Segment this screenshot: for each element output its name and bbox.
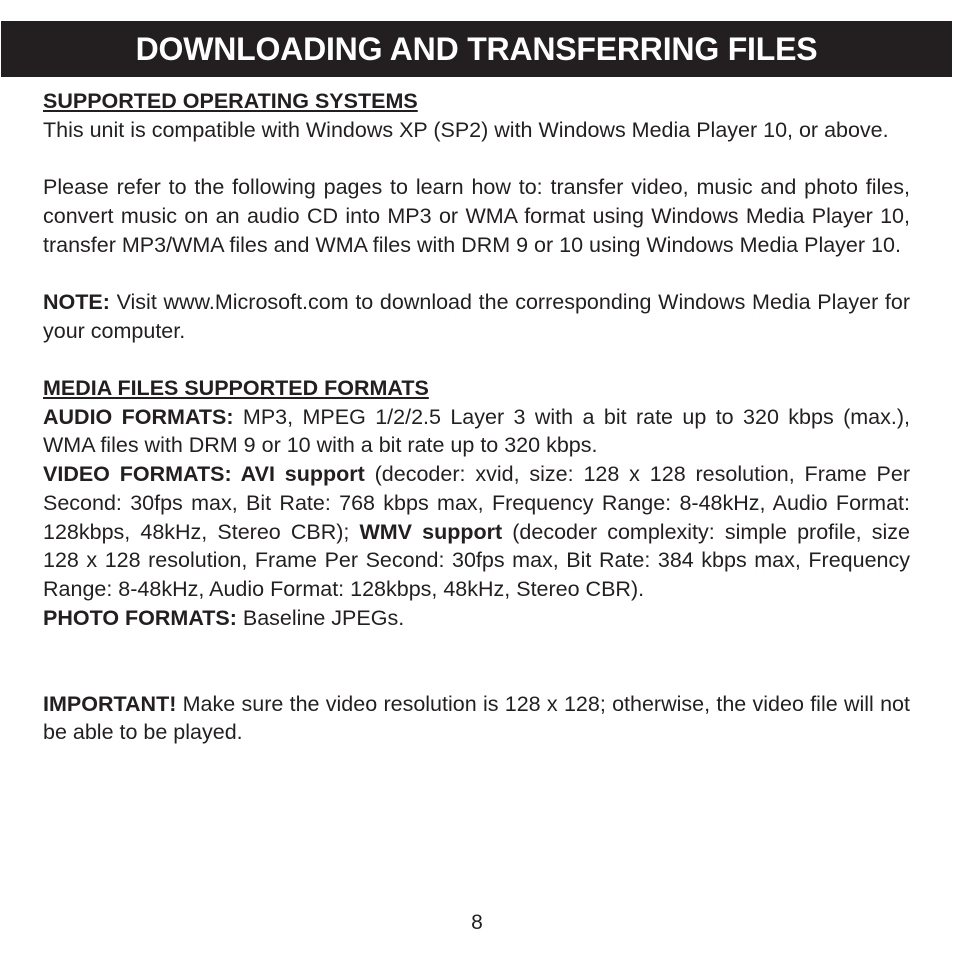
note-paragraph xyxy=(43,288,910,345)
page-title-bar xyxy=(1,21,952,77)
video-text-wmv: (decoder complexity: simple profile, size 128 x 128 resolution, Frame Per Second: 30fps max, Bit Rate: 384 kbps max, Frequency Range: 8-48kHz, Audio Format: 128kbps, 48kHz, Stereo CBR). xyxy=(43,519,910,601)
important-label: IMPORTANT! xyxy=(43,691,177,716)
video-label: VIDEO FORMATS: AVI support xyxy=(43,462,365,487)
refer-paragraph: Please refer to the following pages to learn how to: transfer video, music and photo files, convert music on an audio CD into MP3 or WMA format using Windows Media Player 10, transfer MP3/WMA files and WMA files with DRM 9 or 10 using Windows Media Player 10. xyxy=(43,175,910,257)
photo-formats-paragraph xyxy=(43,604,910,633)
os-compat-paragraph: This unit is compatible with Windows XP (SP2) with Windows Media Player 10, or above. xyxy=(43,117,889,142)
audio-formats-paragraph xyxy=(43,403,910,460)
video-formats-paragraph xyxy=(43,460,910,604)
note-text: Visit www.Microsoft.com to download the corresponding Windows Media Player for your computer. xyxy=(43,289,910,343)
important-paragraph xyxy=(43,690,910,747)
note-label: NOTE: xyxy=(43,289,110,314)
page-title: DOWNLOADING AND TRANSFERRING FILES xyxy=(135,30,818,67)
os-heading: SUPPORTED OPERATING SYSTEMS xyxy=(43,89,418,113)
photo-label: PHOTO FORMATS: xyxy=(43,605,237,630)
page-content xyxy=(43,87,910,747)
audio-label: AUDIO FORMATS: xyxy=(43,404,234,429)
audio-text: MP3, MPEG 1/2/2.5 Layer 3 with a bit rate up to 320 kbps (max.), WMA files with DRM 9 or 10 with a bit rate up to 320 kbps. xyxy=(43,404,910,458)
page-number: 8 xyxy=(471,911,483,934)
photo-text: Baseline JPEGs. xyxy=(236,605,405,630)
important-text: Make sure the video resolution is 128 x 128; otherwise, the video file will not be able to be played. xyxy=(43,691,910,745)
formats-heading: MEDIA FILES SUPPORTED FORMATS xyxy=(43,375,429,400)
video-text-avi: (decoder: xvid, size: 128 x 128 resolution, Frame Per Second: 30fps max, Bit Rate: 768 kbps max, Frequency Range: 8-48kHz, Audio Format: 128kbps, 48kHz, Stereo CBR); xyxy=(43,462,910,544)
wmv-label: WMV support xyxy=(359,519,503,544)
